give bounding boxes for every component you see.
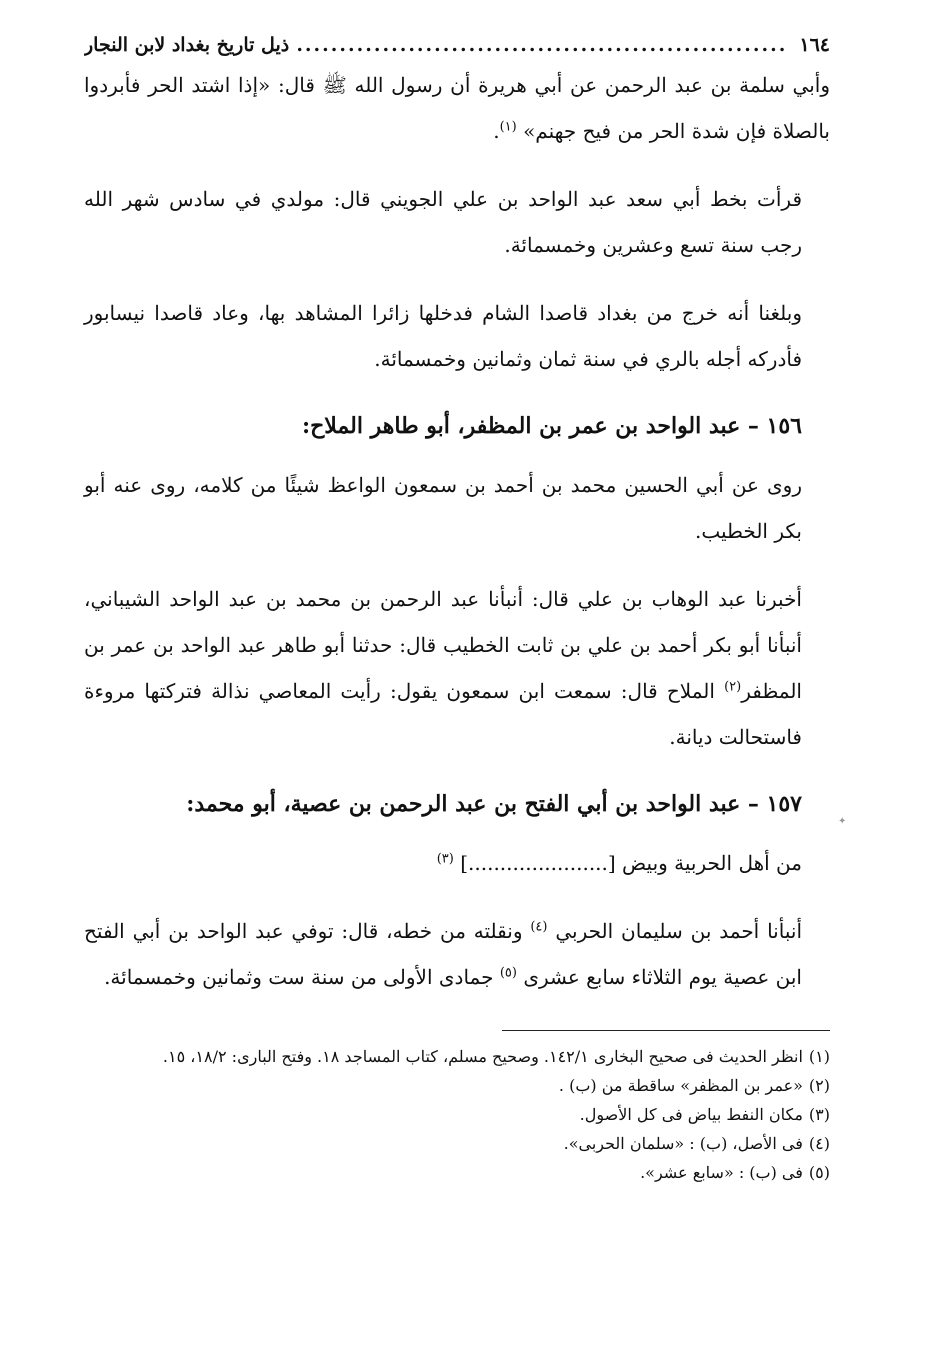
body-paragraph: روى عن أبي الحسين محمد بن أحمد بن سمعون الواعظ شيئًا من كلامه، روى عنه أبو بكر الخطيب.: [84, 473, 802, 543]
running-header: [84, 28, 830, 62]
footnote-number: (١): [808, 1047, 830, 1066]
footnote-text: «عمر بن المظفر» ساقطة من (ب) .: [558, 1076, 803, 1095]
footnote-number: (٥): [808, 1163, 830, 1182]
footnote-ref: (٣): [436, 851, 454, 867]
footnote-text: انظر الحديث فى صحيح البخارى ١٤٢/١. وصحيح مسلم، كتاب المساجد ١٨. وفتح البارى: ١٨/٢، ١٥.: [162, 1047, 803, 1066]
body-paragraph: [84, 576, 830, 760]
paragraph-text: من أهل الحربية وبيض [......................]: [460, 851, 802, 875]
paragraph-text: الملاح قال: سمعت ابن سمعون يقول: رأيت المعاصي نذالة فتركتها مروءة فاستحالت ديانة.: [84, 679, 802, 749]
footnote: [84, 1072, 830, 1099]
footnote-number: (٢): [808, 1076, 830, 1095]
footnote-ref: (٤): [530, 919, 548, 935]
footnote-divider: [502, 1030, 830, 1031]
paragraph-tail: .: [493, 119, 500, 143]
footnote-ref: (١): [499, 119, 517, 135]
paragraph-text: وأبي سلمة بن عبد الرحمن عن أبي هريرة أن رسول الله ﷺ قال: «إذا اشتد الحر فأبردوا بالصلاة فإن شدة الحر من فيح جهنم»: [84, 73, 830, 143]
footnote-number: (٣): [808, 1105, 830, 1124]
paragraph-text: جمادى الأولى من سنة ست وثمانين وخمسمائة.: [104, 965, 500, 989]
footnote-text: مكان النفط بياض فى كل الأصول.: [579, 1105, 803, 1124]
footnote-text: فى الأصل، (ب) : «سلمان الحربى».: [563, 1134, 803, 1153]
footnote-ref: (٢): [724, 679, 742, 695]
entry-heading: ١٥٦ – عبد الواحد بن عمر بن المظفر، أبو طاهر الملاح:: [301, 413, 802, 439]
footnote: [84, 1130, 830, 1157]
body-paragraph: وبلغنا أنه خرج من بغداد قاصدا الشام فدخلها زائرا المشاهد بها، وعاد قاصدا نيسابور فأدركه أجله بالري في سنة ثمان وثمانين وخمسمائة.: [84, 301, 802, 371]
paragraph-text: أنبأنا أحمد بن سليمان الحربي: [555, 919, 803, 943]
footnotes-section: [84, 1030, 830, 1186]
leader-dots: [293, 28, 791, 62]
entry-heading: ١٥٧ – عبد الواحد بن أبي الفتح بن عبد الرحمن بن عصية، أبو محمد:: [186, 791, 802, 817]
body-paragraph: [84, 908, 830, 1000]
body-paragraph: قرأت بخط أبي سعد عبد الواحد بن علي الجويني قال: مولدي في سادس شهر الله رجب سنة تسع وعشرين وخمسمائة.: [84, 187, 802, 257]
footnote: [84, 1159, 830, 1186]
paragraph-text: أخبرنا عبد الوهاب بن علي قال: أنبأنا عبد الرحمن بن محمد بن عبد الواحد الشيباني، أنبأنا أبو بكر أحمد بن علي بن ثابت الخطيب قال: حدثنا أبو طاهر عبد الواحد بن عمر بن المظفر: [84, 587, 802, 703]
footnote-ref: (٥): [499, 965, 517, 981]
running-title: ذيل تاريخ بغداد لابن النجار: [84, 34, 290, 56]
body-paragraph: [84, 840, 830, 886]
footnote: [84, 1043, 830, 1070]
paragraph-text: ونقلته من خطه، قال: توفي عبد الواحد بن أبي الفتح ابن عصية يوم الثلاثاء سابع عشرى: [84, 919, 802, 989]
book-page: [84, 28, 830, 1188]
footnote-text: فى (ب) : «سابع عشر».: [640, 1163, 803, 1182]
footnote: [84, 1101, 830, 1128]
footnote-number: (٤): [808, 1134, 830, 1153]
page-number: ١٦٤: [799, 34, 830, 56]
body-paragraph: [84, 62, 830, 154]
scan-speck: ✦: [838, 816, 847, 827]
